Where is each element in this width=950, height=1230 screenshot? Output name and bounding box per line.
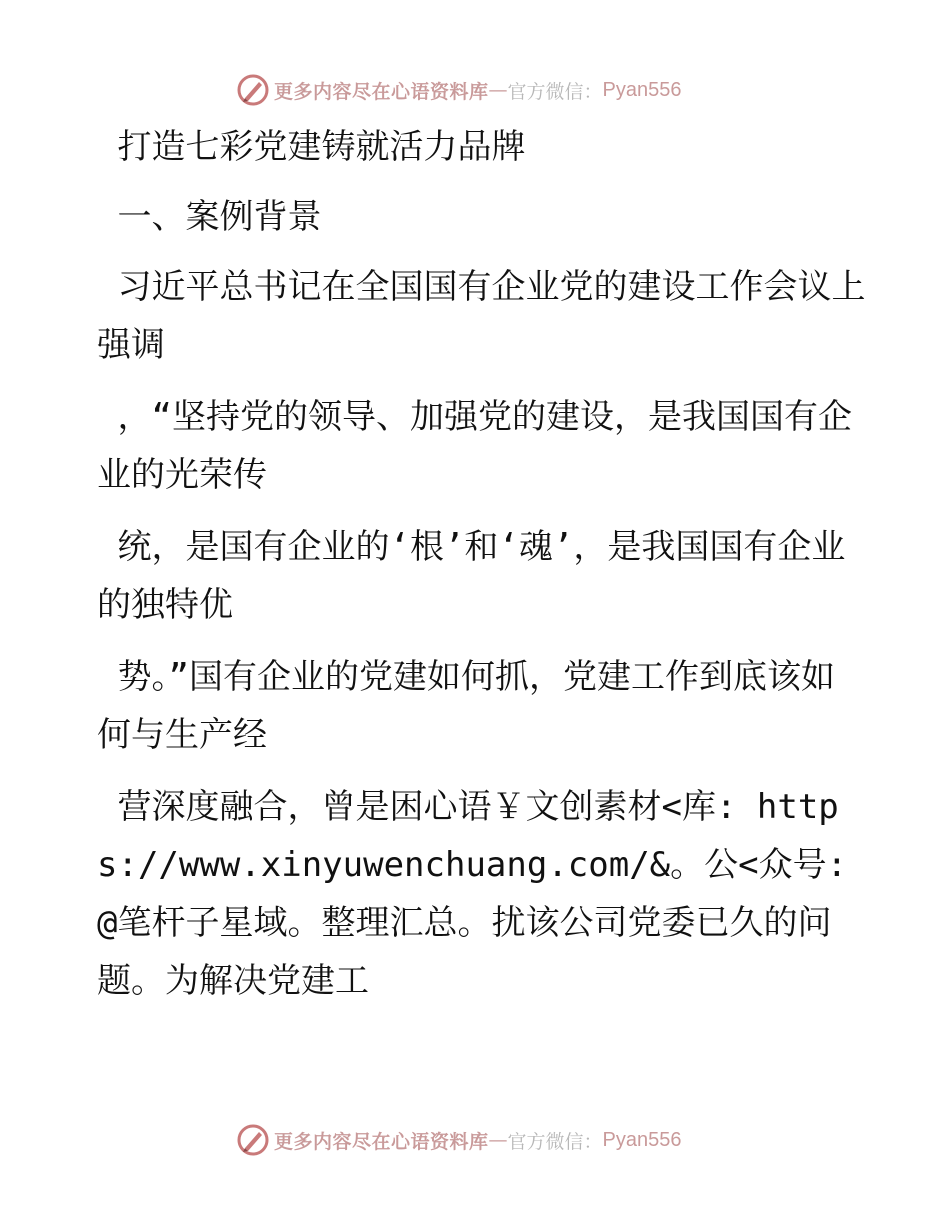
watermark-header <box>236 72 682 108</box>
paragraph-5: 营深度融合，曾是困心语￥文创素材<库: https://www.xinyuwenchuang.com/&。公<众号: @笔杆子星域。整理汇总。扰该公司党委已久的问题。为解决党建工 <box>97 787 868 1001</box>
paragraph-4: 势。”国有企业的党建如何抓，党建工作到底该如何与生产经 <box>97 657 835 755</box>
watermark-wechat-id: Pyan556 <box>602 1128 682 1151</box>
watermark-main-text: 更多内容尽在心语资料库 <box>274 80 489 103</box>
watermark-wechat-label: 官方微信： <box>507 80 603 103</box>
paragraph-3: 统，是国有企业的‘根’和‘魂’，是我国国有企业的独特优 <box>97 527 846 625</box>
document-body <box>97 118 867 1024</box>
pen-logo-icon <box>236 73 270 107</box>
section-heading: 一、案例背景 <box>97 197 322 237</box>
watermark-wechat-id: Pyan556 <box>602 78 682 101</box>
watermark-main-text: 更多内容尽在心语资料库 <box>274 1130 489 1153</box>
watermark-separator: — <box>488 79 508 101</box>
watermark-wechat-label: 官方微信： <box>507 1130 603 1153</box>
watermark-footer <box>236 1122 682 1158</box>
paragraph-2: ，“坚持党的领导、加强党的建设，是我国国有企业的光荣传 <box>97 397 852 495</box>
watermark-separator: — <box>488 1129 508 1151</box>
pen-logo-icon <box>236 1123 270 1157</box>
document-title: 打造七彩党建铸就活力品牌 <box>97 127 526 167</box>
paragraph-1: 习近平总书记在全国国有企业党的建设工作会议上强调 <box>97 267 866 365</box>
